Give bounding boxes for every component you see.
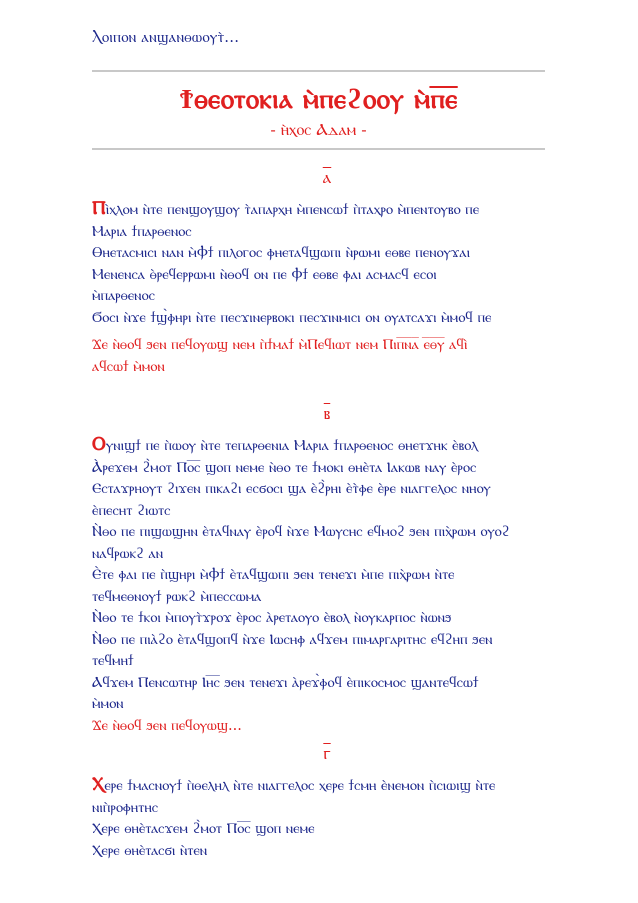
refrain-line: Ϫⲉ ⲛ̀ⲑⲟϥ ϧⲉⲛ ⲡⲉϥⲟⲩⲱϣ... [92, 717, 242, 734]
stanza-line: ⲙ̀ⲙⲟⲛ [92, 696, 124, 712]
stanza-line: Ⲙⲁⲣⲓⲁ ϯⲡⲁⲣⲑⲉⲛⲟⲥ [92, 223, 192, 240]
stanza-line: ⲧⲉϥⲙⲉⲑⲛⲟⲩϯ ⲣⲱⲕϩ ⲙ̀ⲡⲉⲥⲥⲱⲙⲁ [92, 588, 262, 605]
stanza-numeral: ⲃ [323, 404, 331, 424]
stanza-line: Ⲛ̀ⲑⲟ ⲡⲉ ⲡⲓϣⲱϣⲏⲛ ⲉ̀ⲧⲁϥⲛⲁⲩ ⲉ̀ⲣⲟϥ ⲛ̀ϫⲉ Ⲙⲱⲩⲥⲏⲥ ⲉϥⲙⲟϩ ϧⲉⲛ ⲡⲓⲭ̀ⲣⲱⲙ ⲟⲩⲟϩ [92, 524, 510, 540]
stanza-line: Ⲛ̀ⲑⲟ ⲡⲉ ⲡⲓⲁ̀ϩⲟ ⲉ̀ⲧⲁϥϣⲟⲡϥ ⲛ̀ϫⲉ Ⲓⲱⲥⲏⲫ ⲁϥϫⲉⲙ ⲡⲓⲙⲁⲣⲅⲁⲣⲓⲧⲏⲥ ⲉϥϩⲏⲡ ϧⲉⲛ [92, 631, 493, 648]
stanza-2 [92, 404, 562, 737]
stanza-line: Ⲙⲉⲛⲉⲛⲥⲁ ⲑ̀ⲣⲉϥⲉⲣⲣⲱⲙⲓ ⲛ̀ⲑⲟϥ ⲟⲛ ⲡⲉ Ⲫϯ ⲉⲑⲃⲉ ⲫⲁⲓ ⲁⲥⲙⲁⲥϥ ⲉⲥⲟⲓ [92, 266, 437, 283]
stanza-3 [92, 744, 562, 862]
stanza-line: Ⲁϥϫⲉⲙ Ⲡⲉⲛⲥⲱⲧⲏⲣ Ⲓⲏ̅ⲥ̅ ϧⲉⲛ ⲧⲉⲛⲉϫⲓ ⲁ̀ⲣⲉϫ̀ⲫⲟϥ ⲉ̀ⲡⲓⲕⲟⲥⲙⲟⲥ ϣⲁⲛⲧⲉϥⲥⲱϯ [92, 674, 479, 691]
stanza-first-line-text: ⲩⲛⲓϣϯ ⲡⲉ ⲡ̀ⲱⲟⲩ ⲛ̀ⲧⲉ ⲧⲉⲡⲁⲣⲑⲉⲛⲓⲁ Ⲙⲁⲣⲓⲁ ϯⲡⲁⲣⲑⲉⲛⲟⲥ ⲑⲏⲉⲧϫⲏⲕ ⲉ̀ⲃⲟⲗ [105, 438, 478, 454]
stanza-line: Ⲁ̀ⲣⲉϫⲉⲙ ϩ̀ⲙⲟⲧ Ⲡⲟ̅ⲥ̅ ϣⲟⲡ ⲛⲉⲙⲉ ⲛ̀ⲑⲟ ⲧⲉ ϯⲙⲟⲕⲓ ⲑⲏⲉ̀ⲧⲁ Ⲓⲁⲕⲱⲃ ⲛⲁⲩ ⲉ̀ⲣⲟⲥ [92, 459, 477, 476]
stanza-line: ⲙ̀ⲡⲁⲣⲑⲉⲛⲟⲥ [92, 288, 155, 304]
stanza-line: Ⲭⲉⲣⲉ ⲑⲏⲉ̀ⲧⲁⲥϫⲉⲙ ϩ̀ⲙⲟⲧ Ⲡⲟ̅ⲥ̅ ϣⲟⲡ ⲛⲉⲙⲉ [92, 821, 315, 837]
stanza-numeral: ⲁ [322, 168, 332, 188]
bottom-divider [92, 148, 545, 150]
stanza-line: Ⲑⲏⲉⲧⲁⲥⲙⲓⲥⲓ ⲛⲁⲛ ⲙ̀Ⲫϯ ⲡⲓⲗⲟⲅⲟⲥ ⲫⲏⲉⲧⲁϥϣⲱⲡⲓ ⲛ̀ⲣⲱⲙⲓ ⲉⲑⲃⲉ ⲡⲉⲛⲟⲩϫⲁⲓ [92, 245, 471, 261]
page-title: Ϯⲑⲉⲟⲧⲟⲕⲓⲁ ⲙ̀ⲡⲉϩⲟⲟⲩ ⲙ̀ⲡ̅ⲉ̅ [179, 84, 458, 115]
stanza-line: ⲉ̀ⲡⲉⲥⲏⲧ ϩⲓⲱⲧⲥ [92, 502, 171, 519]
stanza-1 [92, 168, 562, 378]
stanza-first-line-text: ⲉⲣⲉ ϯⲙⲁⲥⲛⲟⲩϯ ⲡ̀ⲑⲉⲗⲏⲗ ⲛ̀ⲧⲉ ⲛⲓⲁⲅⲅⲉⲗⲟⲥ ⲭⲉⲣⲉ ϯⲥⲙⲏ ⲉ̀ⲛⲉⲙⲟⲛ ⲡ̀ⲥⲓⲱⲓϣ ⲛ̀ⲧⲉ [104, 778, 496, 794]
page-subtitle: - ⲏ̀ⲭⲟⲥ Ⲁⲇⲁⲙ - [270, 120, 367, 139]
stanza-line: Ϭⲟⲥⲓ ⲛ̀ϫⲉ ϯϣ̀ⲫⲏⲣⲓ ⲛ̀ⲧⲉ ⲡⲉⲥϫⲓⲛⲉⲣⲃⲟⲕⲓ ⲡⲉⲥϫⲓⲛⲙⲓⲥⲓ ⲟⲛ ⲟⲩⲁⲧⲥⲁϫⲓ ⲙ̀ⲙⲟϥ ⲡⲉ [92, 309, 492, 326]
stanza-line: ⲛⲁϥⲣⲱⲕϩ ⲁⲛ [92, 545, 164, 562]
stanza-initial: Ⲡ [92, 197, 106, 219]
stanza-line: ⲛⲓⲡ̀ⲣⲟⲫⲏⲧⲏⲥ [92, 799, 159, 816]
stanza-line: Ⲭⲉⲣⲉ ⲑⲏⲉ̀ⲧⲁⲥϭⲓ ⲛ̀ⲧⲉⲛ [92, 842, 208, 859]
top-divider [92, 70, 545, 72]
stanza-first-line [92, 774, 562, 798]
stanza-line: Ⲉⲥⲧⲁϫⲣⲏⲟⲩⲧ ϩⲓϫⲉⲛ ⲡⲓⲕⲁϩⲓ ⲉⲥϭⲟⲥⲓ ϣⲁ ⲉ̀ϩ̀ⲣⲏⲓ ⲉ̀ⲧ̀ⲫⲉ ⲉ̀ⲣⲉ ⲛⲓⲁⲅⲅⲉⲗⲟⲥ ⲛⲏⲟⲩ [92, 481, 491, 497]
stanza-first-line [92, 198, 562, 222]
stanza-first-line [92, 434, 562, 458]
stanza-initial: Ⲭ [92, 773, 105, 795]
refrain-line: Ϫⲉ ⲛ̀ⲑⲟϥ ϧⲉⲛ ⲡⲉϥⲟⲩⲱϣ ⲛⲉⲙ ⲡ̀ϯⲙⲁϯ ⲙ̀Ⲡⲉϥⲓⲱⲧ ⲛⲉⲙ Ⲡⲓⲡ̅ⲛ̅ⲁ̅ ⲉ̅ⲑ̅ⲩ̅ ⲁϥⲓ̀ [92, 337, 468, 353]
refrain-line: ⲁϥⲥⲱϯ ⲙ̀ⲙⲟⲛ [92, 358, 165, 375]
stanza-line: Ⲉ̀ⲧⲉ ⲫⲁⲓ ⲡⲉ ⲡ̀ϣⲏⲣⲓ ⲙ̀Ⲫϯ ⲉ̀ⲧⲁϥϣⲱⲡⲓ ϧⲉⲛ ⲧⲉⲛⲉϫⲓ ⲙ̀ⲡⲉ ⲡⲓⲭ̀ⲣⲱⲙ ⲛ̀ⲧⲉ [92, 567, 455, 583]
intro-text: Ⲗⲟⲓⲡⲟⲛ ⲁⲛϣⲁⲛⲑⲱⲟⲩⲧ̀... [92, 28, 240, 46]
stanza-first-line-text: ⲓ̀ⲭⲗⲟⲙ ⲛ̀ⲧⲉ ⲡⲉⲛϣⲟⲩϣⲟⲩ ⲧ̀ⲁⲡⲁⲣⲭⲏ ⲙ̀ⲡⲉⲛⲥⲱϯ ⲡ̀ⲧⲁⲭⲣⲟ ⲙ̀ⲡⲉⲛⲧⲟⲩⲃⲟ ⲡⲉ [105, 202, 480, 218]
stanza-line: Ⲛ̀ⲑⲟ ⲧⲉ ϯⲕⲟⲓ ⲙ̀ⲡⲟⲩⲧ̀ϫⲣⲟϫ ⲉ̀ⲣⲟⲥ ⲁ̀ⲣⲉⲧⲁⲟⲩⲟ ⲉ̀ⲃⲟⲗ ⲛ̀ⲟⲩⲕⲁⲣⲡⲟⲥ ⲛ̀ⲱⲛϧ [92, 610, 452, 626]
stanza-numeral: ⲅ [323, 744, 331, 764]
stanza-initial: Ⲟ [92, 433, 106, 455]
stanza-line: ⲧⲉϥⲙⲏϯ [92, 653, 134, 669]
